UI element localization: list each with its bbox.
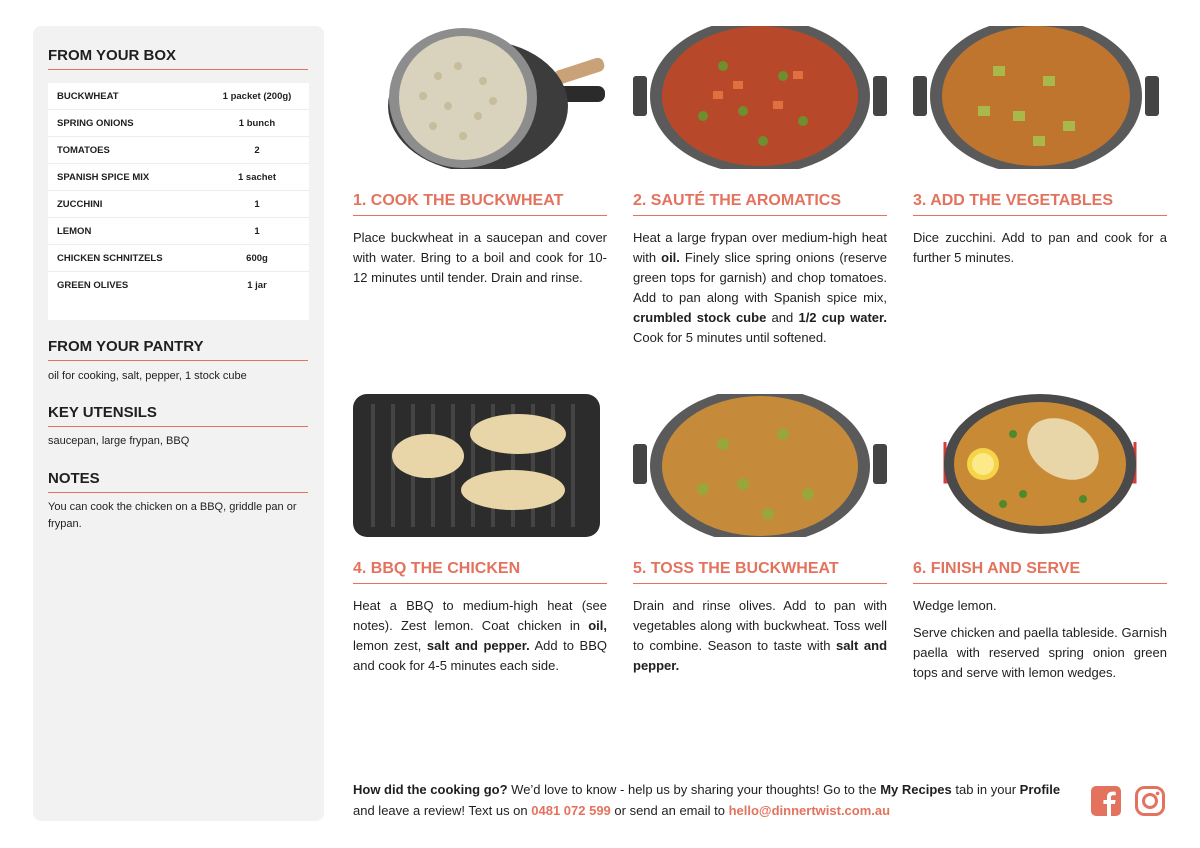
feedback-text: and leave a review! Text us on	[353, 803, 532, 818]
step-4-text	[353, 596, 607, 683]
ingredient-name: CHICKEN SCHNITZELS	[57, 252, 163, 264]
table-row	[48, 218, 309, 245]
feedback-text: or send an email to	[610, 803, 729, 818]
step-1-image	[353, 26, 607, 169]
step-paragraph: Serve chicken and paella tableside. Garnish paella with reserved spring onion green tops and serve with lemon wedges.	[913, 625, 1167, 680]
step-paragraph: Drain and rinse olives. Add to pan with vegetables along with buckwheat. Toss well to combine. Season to taste with salt and pepper.	[633, 598, 888, 673]
step-2-image	[633, 26, 887, 169]
table-row	[48, 110, 309, 137]
step-2-text	[633, 228, 887, 355]
step-6-image	[913, 394, 1167, 537]
notes-text: You can cook the chicken on a BBQ, griddle pan or frypan.	[48, 501, 297, 530]
step-2-title: 2. SAUTÉ THE AROMATICS	[633, 192, 887, 216]
pantry-text: oil for cooking, salt, pepper, 1 stock cube	[48, 370, 247, 382]
step-paragraph: Heat a large frypan over medium-high heat with oil. Finely slice spring onions (reserve green tops for garnish) and chop tomatoes. Add to pan along with Spanish spice mix, crumbled stock cube and 1/2 cup water. Cook for 5 minutes until softened.	[633, 230, 887, 345]
step-3-title: 3. ADD THE VEGETABLES	[913, 192, 1167, 216]
step-6-title: 6. FINISH AND SERVE	[913, 560, 1167, 584]
step-paragraph: Heat a BBQ to medium-high heat (see notes). Zest lemon. Coat chicken in oil, lemon zest, salt and pepper. Add to BBQ and cook for 4-5 minutes each side.	[353, 598, 607, 673]
notes-title: NOTES	[48, 470, 308, 493]
table-row	[48, 272, 309, 298]
ingredient-name: TOMATOES	[57, 144, 110, 156]
phone-link[interactable]: 0481 072 599	[531, 803, 611, 818]
ingredient-qty: 1	[254, 198, 260, 210]
step-5-text	[633, 596, 887, 683]
from-your-box-title: FROM YOUR BOX	[48, 47, 308, 70]
table-row	[48, 83, 309, 110]
table-row	[48, 191, 309, 218]
ingredient-name: GREEN OLIVES	[57, 279, 129, 291]
ingredient-qty: 600g	[246, 252, 268, 264]
step-paragraph: Dice zucchini. Add to pan and cook for a further 5 minutes.	[913, 230, 1167, 265]
facebook-icon[interactable]	[1090, 785, 1122, 817]
feedback-text: We’d love to know - help us by sharing your thoughts! Go to the	[507, 782, 881, 797]
step-paragraph: Wedge lemon.	[913, 598, 997, 613]
ingredient-name: ZUCCHINI	[57, 198, 103, 210]
step-6-text	[913, 596, 1167, 690]
sidebar	[33, 26, 324, 821]
box-ingredients-table	[48, 83, 309, 320]
step-5-image	[633, 394, 887, 537]
utensils-text: saucepan, large frypan, BBQ	[48, 435, 190, 447]
feedback-text: tab in your	[951, 782, 1020, 797]
instagram-icon[interactable]	[1134, 785, 1166, 817]
ingredient-name: LEMON	[57, 225, 92, 237]
step-5-title: 5. TOSS THE BUCKWHEAT	[633, 560, 887, 584]
feedback-footer	[353, 779, 1073, 821]
table-row	[48, 164, 309, 191]
key-utensils-title: KEY UTENSILS	[48, 404, 308, 427]
ingredient-name: SPANISH SPICE MIX	[57, 171, 150, 183]
table-row	[48, 245, 309, 272]
step-3-text	[913, 228, 1167, 275]
step-paragraph: Place buckwheat in a saucepan and cover with water. Bring to a boil and cook for 10-12 minutes until tender. Drain and rinse.	[353, 230, 607, 285]
ingredient-qty: 1 bunch	[238, 117, 276, 129]
ingredient-qty: 1	[254, 225, 260, 237]
feedback-question: How did the cooking go?	[353, 782, 508, 797]
ingredient-qty: 2	[254, 144, 260, 156]
ingredient-qty: 1 sachet	[237, 171, 277, 183]
my-recipes-link[interactable]: My Recipes	[880, 782, 952, 797]
step-3-image	[913, 26, 1167, 169]
step-1-title: 1. COOK THE BUCKWHEAT	[353, 192, 607, 216]
ingredient-name: SPRING ONIONS	[57, 117, 134, 129]
ingredient-name: BUCKWHEAT	[57, 90, 119, 102]
ingredient-qty: 1 jar	[247, 279, 267, 291]
email-link[interactable]: hello@dinnertwist.com.au	[728, 803, 891, 818]
profile-link[interactable]: Profile	[1019, 782, 1061, 797]
step-4-title: 4. BBQ THE CHICKEN	[353, 560, 607, 584]
step-1-text	[353, 228, 607, 295]
ingredient-qty: 1 packet (200g)	[222, 90, 292, 102]
step-4-image	[353, 394, 607, 537]
from-your-pantry-title: FROM YOUR PANTRY	[48, 338, 308, 361]
table-row	[48, 137, 309, 164]
